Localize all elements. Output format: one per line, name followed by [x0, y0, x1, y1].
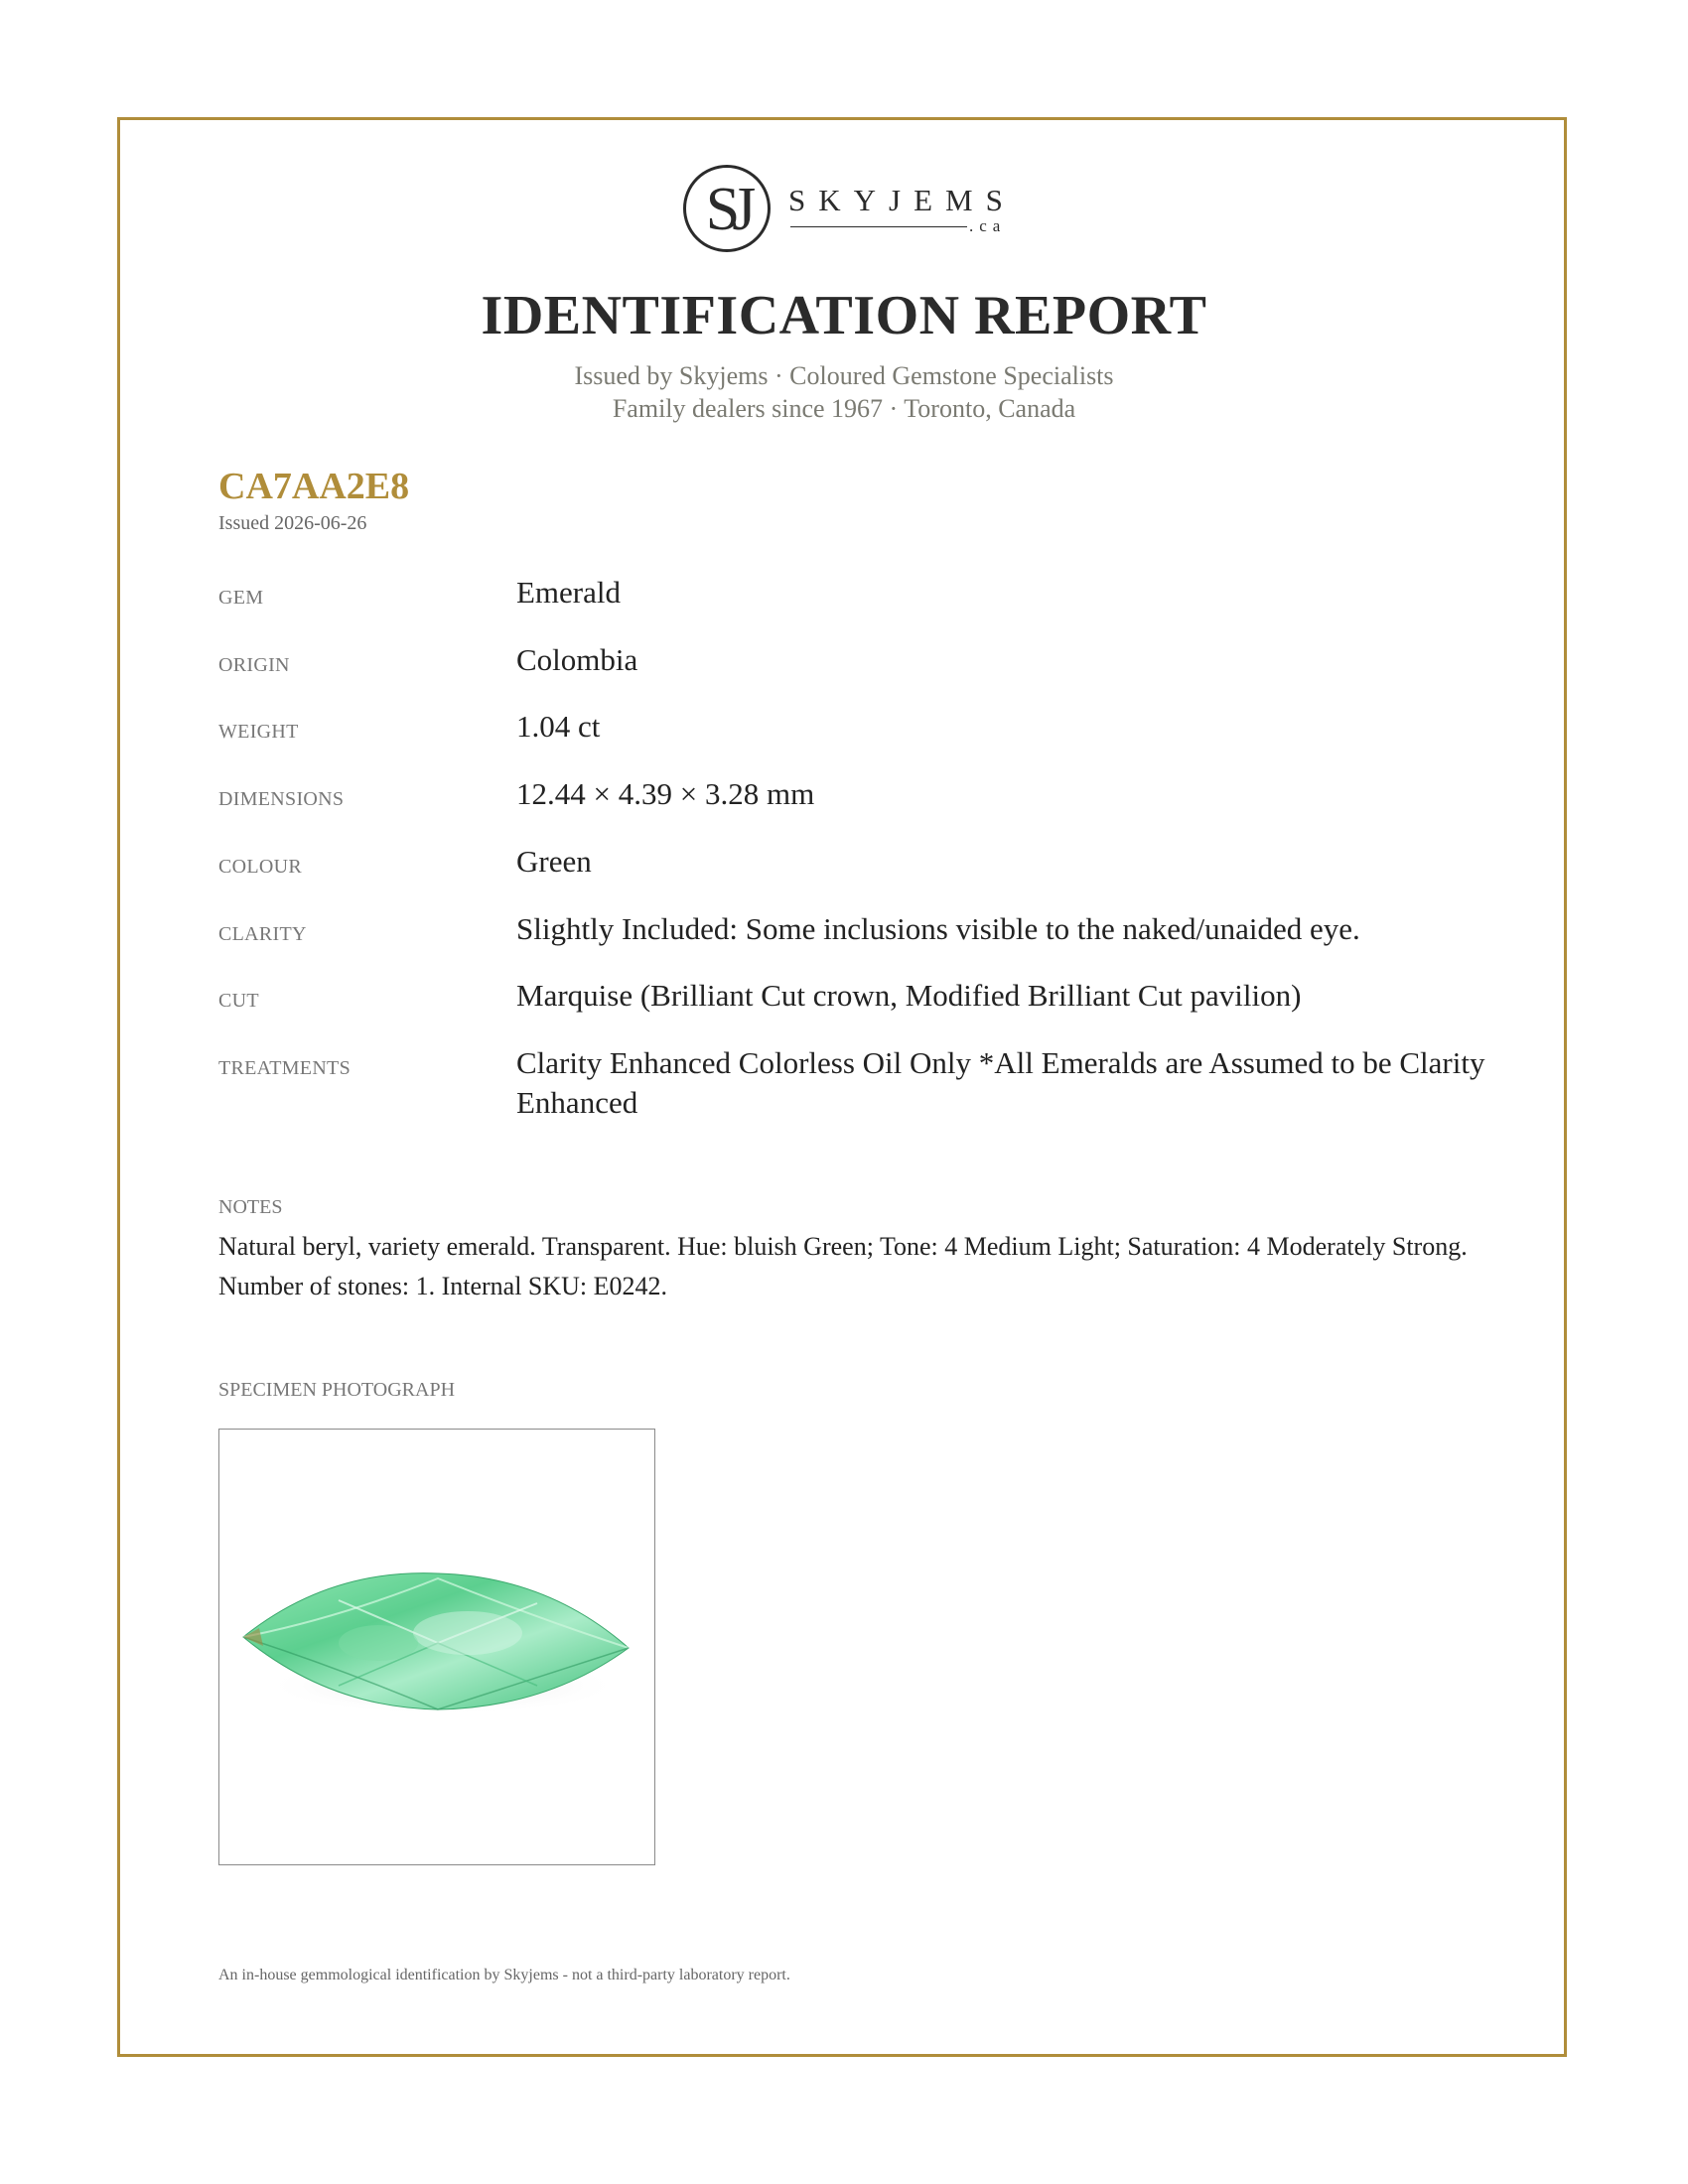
detail-value: 1.04 ct	[516, 709, 601, 744]
subtitle-heritage: Family dealers since 1967 · Toronto, Canada	[612, 394, 1076, 423]
detail-value: Green	[516, 844, 592, 879]
detail-label: COLOUR	[218, 856, 303, 878]
photo-label: SPECIMEN PHOTOGRAPH	[218, 1379, 456, 1401]
page-title: IDENTIFICATION REPORT	[481, 285, 1207, 346]
detail-label: CLARITY	[218, 923, 307, 945]
disclaimer-footer: An in-house gemmological identification by Skyjems - not a third-party laboratory report.	[218, 1967, 790, 1983]
detail-value: Slightly Included: Some inclusions visible to the naked/unaided eye.	[516, 911, 1360, 946]
detail-value: Marquise (Brilliant Cut crown, Modified Brilliant Cut pavilion)	[516, 978, 1302, 1013]
subtitle-issuer: Issued by Skyjems · Coloured Gemstone Specialists	[574, 361, 1114, 390]
detail-label: CUT	[218, 990, 259, 1012]
logo-divider	[790, 226, 967, 227]
detail-value: Colombia	[516, 642, 638, 677]
detail-label: GEM	[218, 587, 264, 609]
detail-label: DIMENSIONS	[218, 788, 345, 810]
detail-label: WEIGHT	[218, 721, 299, 743]
detail-label: TREATMENTS	[218, 1057, 351, 1079]
notes-text: Natural beryl, variety emerald. Transparent. Hue: bluish Green; Tone: 4 Medium Light; Saturation: 4 Moderately Strong. Number of stones: 1. Internal SKU: E0242.	[218, 1232, 1468, 1300]
detail-value: Clarity Enhanced Colorless Oil Only *All Emeralds are Assumed to be Clarity Enhanced	[516, 1045, 1485, 1120]
brand-logo	[683, 165, 1016, 264]
detail-value: 12.44 × 4.39 × 3.28 mm	[516, 776, 815, 811]
logo-monogram: SJ	[705, 176, 749, 243]
emerald-gem-image	[219, 1430, 655, 1865]
report-id: CA7AA2E8	[218, 466, 410, 507]
specimen-photo	[218, 1429, 655, 1865]
detail-value: Emerald	[516, 575, 622, 610]
issue-date: Issued 2026-06-26	[218, 512, 367, 534]
detail-label: ORIGIN	[218, 654, 290, 676]
notes-label: NOTES	[218, 1196, 283, 1218]
logo-domain: .ca	[969, 216, 1007, 235]
logo-wordmark: SKYJEMS	[788, 183, 1016, 217]
